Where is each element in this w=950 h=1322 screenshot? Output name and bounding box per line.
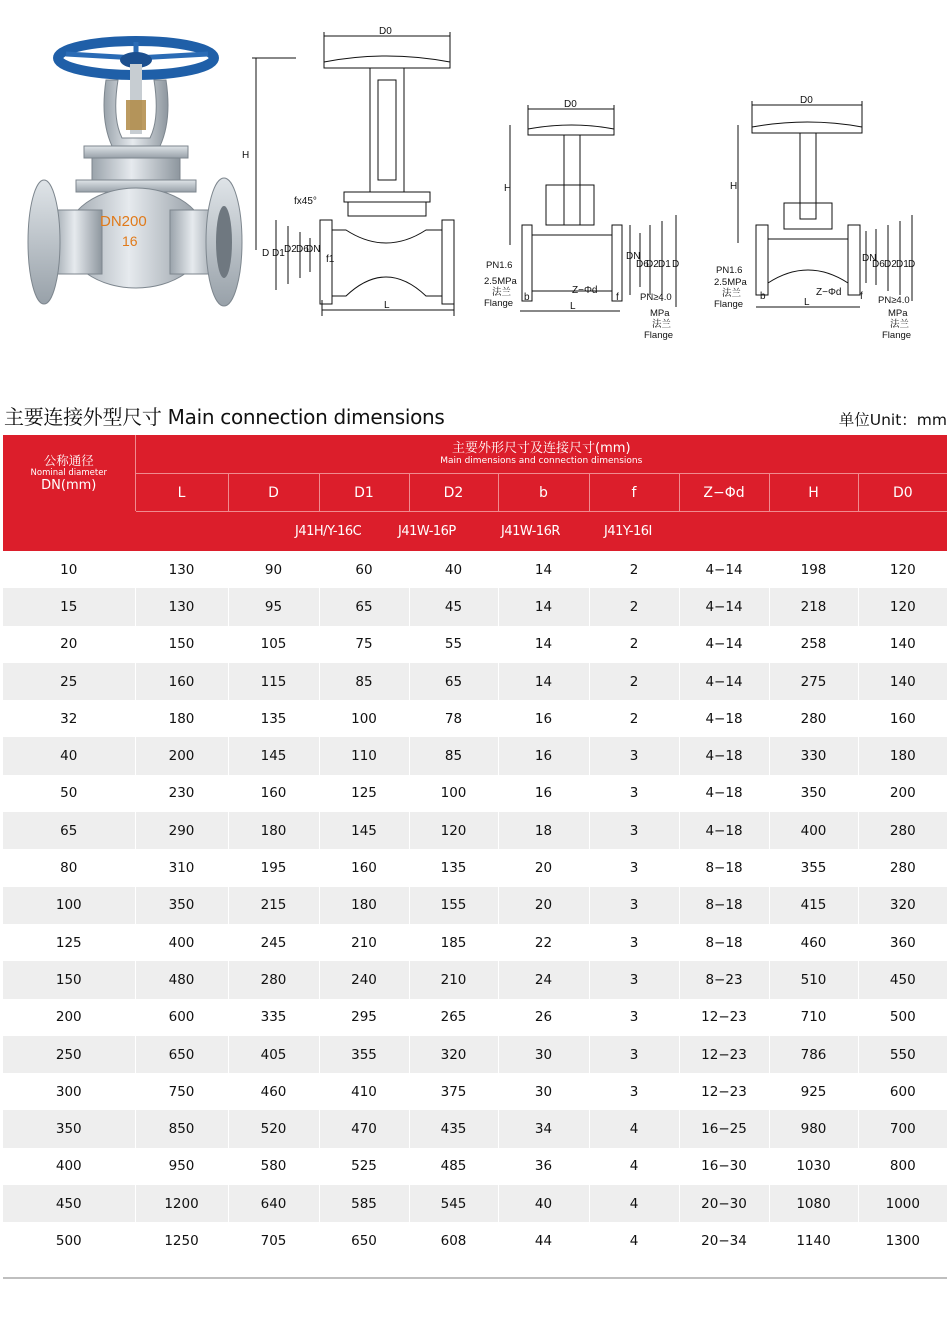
table-cell: 34 [498,1110,589,1147]
dim-label-mpa: 2.5MPa [714,277,747,288]
table-cell: 16−30 [679,1148,769,1185]
table-cell: 40 [498,1185,589,1222]
table-cell: 14 [498,626,589,663]
table-cell: 2 [589,663,679,700]
model-row-cell [3,512,947,552]
table-cell: 3 [589,812,679,849]
column-header: D0 [858,474,947,512]
dimensions-table [3,435,947,1260]
dim-label-d2: D2 [646,259,659,270]
table-cell: 210 [319,924,409,961]
table-cell: 608 [409,1222,498,1259]
table-cell: 120 [409,812,498,849]
table-cell: 4 [589,1185,679,1222]
main-header-en: Main dimensions and connection dimensions [440,456,643,466]
table-cell: 435 [409,1110,498,1147]
column-header: b [498,474,589,512]
table-cell: 925 [769,1073,858,1110]
table-cell: 200 [889,785,916,802]
dn-cell: 25 [3,663,135,700]
table-row [3,663,947,700]
table-cell: 850 [135,1110,228,1147]
table-cell: 4−18 [679,775,769,812]
table-cell: 3 [589,924,679,961]
dim-label-d1: D1 [272,248,285,259]
table-cell: 16 [498,700,589,737]
dimension-diagram-a [236,20,466,320]
dim-label-l: L [804,297,810,308]
table-cell: 160 [228,775,319,812]
table-cell: 65 [319,588,409,625]
dim-label-f: f [616,292,619,303]
table-cell: 4−18 [679,737,769,774]
table-cell: 26 [498,999,589,1036]
table-cell: 550 [858,1036,947,1073]
table-cell: 585 [319,1185,409,1222]
model-label: J41W-16P [398,524,456,539]
dim-label-flange-en2: Flange [644,330,674,341]
table-row [3,1036,947,1073]
table-cell: 1200 [135,1185,228,1222]
table-cell: 215 [228,887,319,924]
table-cell: 280 [228,961,319,998]
table-cell: 4 [589,1110,679,1147]
table-cell: 480 [135,961,228,998]
table-cell: 3 [589,1036,679,1073]
table-cell: 1250 [135,1222,228,1259]
photo-body-text: DN200 [100,213,147,230]
table-cell: 375 [409,1073,498,1110]
dim-label-z: Z−Φd [572,285,598,296]
table-cell: 405 [228,1036,319,1073]
table-row [3,961,947,998]
table-cell: 160 [319,849,409,886]
table-cell: 210 [409,961,498,998]
table-cell: 8−23 [679,961,769,998]
table-cell: 460 [228,1073,319,1110]
table-cell: 350 [769,775,858,812]
dim-label-flange-en: Flange [714,299,744,310]
table-cell: 2 [589,588,679,625]
table-cell: 105 [228,626,319,663]
model-label: J41H/Y-16C [295,524,362,539]
table-cell: 650 [135,1036,228,1073]
table-cell: 240 [319,961,409,998]
table-cell: 218 [769,588,858,625]
table-cell: 40 [409,551,498,588]
table-cell: 14 [498,551,589,588]
dim-label-mpa: 2.5MPa [484,276,517,287]
column-header-row [3,474,947,512]
table-cell: 3 [589,1073,679,1110]
table-cell: 120 [889,561,916,578]
table-row [3,588,947,625]
dn-cell: 300 [3,1073,135,1110]
table-cell: 14 [498,588,589,625]
table-cell: 16−25 [679,1110,769,1147]
table-cell: 265 [409,999,498,1036]
table-cell: 8−18 [679,924,769,961]
table-cell: 355 [769,849,858,886]
dim-label-d1: D1 [658,259,671,270]
column-header: L [135,474,228,512]
table-cell: 100 [319,700,409,737]
table-cell: 460 [769,924,858,961]
table-cell: 125 [319,775,409,812]
dim-label-d6: D6 [636,259,649,270]
table-cell: 78 [409,700,498,737]
table-cell: 1140 [769,1222,858,1259]
table-cell: 3 [589,887,679,924]
table-cell: 410 [319,1073,409,1110]
model-list [3,524,947,539]
table-cell: 90 [228,551,319,588]
dim-label-dn: DN [862,253,877,264]
table-row [3,1073,947,1110]
table-cell: 1000 [858,1185,947,1222]
table-cell: 355 [319,1036,409,1073]
bottom-rule [3,1277,947,1279]
table-cell: 275 [769,663,858,700]
dim-label-dn: DN [626,251,641,262]
dn-cell: 450 [3,1185,135,1222]
table-cell: 140 [889,636,916,653]
dim-label-d1: D1 [896,259,909,270]
table-cell: 130 [135,551,228,588]
table-cell: 320 [409,1036,498,1073]
table-cell: 330 [769,737,858,774]
valve-photo [22,20,252,330]
dim-label-l: L [570,301,576,312]
main-dimensions-header [135,435,947,474]
dim-label-pn2: PN≥4.0 [878,295,910,306]
table-row [3,1148,947,1185]
table-row [3,999,947,1036]
table-cell: 4−14 [679,551,769,588]
photo-body-text2: 16 [122,233,138,249]
table-cell: 786 [769,1036,858,1073]
table-cell: 485 [409,1148,498,1185]
dn-cell: 80 [3,849,135,886]
dim-label-h: H [242,150,250,161]
table-cell: 650 [319,1222,409,1259]
table-row [3,1110,947,1147]
dim-label-d: D [262,248,270,259]
table-cell: 12−23 [679,999,769,1036]
table-cell: 20−34 [679,1222,769,1259]
table-cell: 3 [589,961,679,998]
table-cell: 2 [589,700,679,737]
dim-label-pn2: PN≥4.0 [640,292,672,303]
table-cell: 24 [498,961,589,998]
table-cell: 520 [228,1110,319,1147]
table-cell: 1030 [769,1148,858,1185]
dim-label-d6: D6 [296,244,309,255]
table-cell: 500 [889,1009,916,1026]
table-cell: 85 [409,737,498,774]
table-cell: 4 [589,1148,679,1185]
table-cell: 135 [409,849,498,886]
dn-header-en: Nominal diameter [30,467,107,478]
table-cell: 750 [135,1073,228,1110]
dim-label-pn: PN1.6 [716,265,743,276]
dn-header-unit: DN(mm) [41,477,97,493]
dn-cell: 400 [3,1148,135,1185]
dim-label-b: b [760,291,766,302]
dim-label-mpa2: MPa [888,308,908,319]
dim-label-flange-cn2: 法兰 [652,319,672,330]
table-cell: 20 [498,849,589,886]
table-cell: 710 [769,999,858,1036]
table-cell: 3 [589,775,679,812]
dn-cell: 100 [3,887,135,924]
table-cell: 280 [889,860,916,877]
column-header: D2 [409,474,498,512]
model-label: J41W-16R [501,524,560,539]
table-cell: 60 [319,551,409,588]
table-cell: 258 [769,626,858,663]
table-cell: 115 [228,663,319,700]
table-cell: 198 [769,551,858,588]
dim-label-pn: PN1.6 [486,260,513,271]
table-cell: 16 [498,737,589,774]
dim-label-d2: D2 [284,244,297,255]
table-row [3,849,947,886]
table-cell: 180 [858,737,947,774]
table-cell: 100 [409,775,498,812]
dn-cell: 500 [3,1222,135,1259]
table-cell: 36 [498,1148,589,1185]
dn-header-cn: 公称通径 [43,452,94,468]
dn-cell: 10 [3,551,135,588]
table-row [3,1222,947,1259]
table-cell: 3 [589,999,679,1036]
table-cell: 510 [769,961,858,998]
table-body [3,551,947,1260]
dim-label-d0: D0 [379,26,392,37]
dn-cell: 65 [3,812,135,849]
table-cell: 705 [228,1222,319,1259]
dim-label-fx45: fx45° [294,196,317,207]
table-cell: 700 [858,1110,947,1147]
table-cell: 185 [409,924,498,961]
table-row [3,812,947,849]
table-cell: 16 [498,775,589,812]
table-cell: 140 [858,663,947,700]
unit-label: 单位Unit：mm [838,411,947,429]
table-cell: 1300 [885,1232,920,1249]
table-cell: 4 [589,1222,679,1259]
dn-cell: 20 [3,626,135,663]
dn-cell: 250 [3,1036,135,1073]
table-row [3,737,947,774]
table-cell: 155 [409,887,498,924]
table-row [3,887,947,924]
table-cell: 640 [228,1185,319,1222]
dim-label-f1: f1 [326,254,335,265]
dimension-diagram-c [712,95,932,345]
table-cell: 600 [135,999,228,1036]
table-cell: 120 [858,588,947,625]
model-label: J41Y-16I [604,524,652,539]
table-cell: 4−14 [679,663,769,700]
table-cell: 400 [769,812,858,849]
dim-label-f: f [860,291,863,302]
dim-label-flange-cn: 法兰 [492,287,512,298]
table-cell: 4−14 [679,626,769,663]
table-cell: 450 [858,961,947,998]
dn-cell: 32 [3,700,135,737]
table-cell: 4−18 [679,812,769,849]
dim-label-h: H [504,183,512,194]
table-cell: 230 [135,775,228,812]
section-title: 主要连接外型尺寸 Main connection dimensions [4,405,445,429]
table-cell: 4−14 [679,588,769,625]
dim-label-l: L [384,300,390,311]
table-cell: 400 [135,924,228,961]
table-row [3,1185,947,1222]
dn-cell: 350 [3,1110,135,1147]
dn-cell: 40 [3,737,135,774]
table-cell: 980 [769,1110,858,1147]
column-header: D1 [319,474,409,512]
table-cell: 3 [589,737,679,774]
dim-label-mpa2: MPa [650,308,670,319]
dim-label-flange-en2: Flange [882,330,912,341]
table-cell: 55 [409,626,498,663]
table-cell: 75 [319,626,409,663]
dim-label-d2: D2 [884,259,897,270]
table-cell: 95 [228,588,319,625]
table-cell: 12−23 [679,1073,769,1110]
table-cell: 110 [319,737,409,774]
dim-label-h: H [730,181,738,192]
figure-area [0,0,950,350]
table-cell: 22 [498,924,589,961]
table-row [3,924,947,961]
table-cell: 180 [319,887,409,924]
table-cell: 30 [498,1073,589,1110]
table-cell: 150 [135,626,228,663]
table-cell: 310 [135,849,228,886]
dn-cell: 125 [3,924,135,961]
dim-label-d0: D0 [800,95,813,106]
dn-cell: 15 [3,588,135,625]
table-cell: 335 [228,999,319,1036]
column-header: Z−Φd [679,474,769,512]
table-cell: 950 [135,1148,228,1185]
table-cell: 180 [135,700,228,737]
table-cell: 4−18 [679,700,769,737]
dim-label-dn: DN [306,244,321,255]
dim-label-z: Z−Φd [816,287,842,298]
table-cell: 280 [769,700,858,737]
table-cell: 600 [889,1083,916,1100]
table-cell: 2 [589,551,679,588]
main-header-cn: 主要外形尺寸及连接尺寸(mm) [452,441,631,456]
table-cell: 12−23 [679,1036,769,1073]
table-cell: 44 [498,1222,589,1259]
table-cell: 415 [769,887,858,924]
table-cell: 45 [409,588,498,625]
dim-label-d6: D6 [872,259,885,270]
table-cell: 245 [228,924,319,961]
column-header: H [769,474,858,512]
table-cell: 1080 [769,1185,858,1222]
table-cell: 290 [135,812,228,849]
table-cell: 14 [498,663,589,700]
model-row [3,512,947,552]
table-cell: 295 [319,999,409,1036]
dn-cell: 50 [3,775,135,812]
table-cell: 470 [319,1110,409,1147]
table-cell: 160 [889,710,916,727]
dim-label-flange-cn: 法兰 [722,288,742,299]
table-cell: 65 [409,663,498,700]
table-cell: 8−18 [679,849,769,886]
dim-label-flange-en: Flange [484,298,514,309]
table-cell: 30 [498,1036,589,1073]
table-cell: 20 [498,887,589,924]
table-cell: 135 [228,700,319,737]
table-row [3,551,947,588]
dim-label-b: b [524,292,530,303]
table-cell: 350 [135,887,228,924]
dim-label-d0: D0 [564,99,577,110]
column-header: D [228,474,319,512]
dimension-diagram-b [480,95,700,345]
column-header: f [589,474,679,512]
table-cell: 20−30 [679,1185,769,1222]
table-cell: 85 [319,663,409,700]
dim-label-d: D [908,259,916,270]
table-cell: 180 [228,812,319,849]
table-cell: 145 [228,737,319,774]
table-row [3,700,947,737]
table-cell: 320 [858,887,947,924]
table-cell: 130 [135,588,228,625]
table-row [3,775,947,812]
table-cell: 145 [319,812,409,849]
table-cell: 800 [889,1158,916,1175]
table-cell: 2 [589,626,679,663]
table-cell: 3 [589,849,679,886]
table-cell: 525 [319,1148,409,1185]
table-cell: 580 [228,1148,319,1185]
dim-label-d: D [672,259,680,270]
table-cell: 195 [228,849,319,886]
dim-label-flange-cn2: 法兰 [890,319,910,330]
table-cell: 545 [409,1185,498,1222]
table-cell: 360 [889,934,916,951]
table-cell: 8−18 [679,887,769,924]
dn-cell: 200 [3,999,135,1036]
table-row [3,626,947,663]
table-cell: 18 [498,812,589,849]
table-cell: 160 [135,663,228,700]
table-cell: 280 [858,812,947,849]
dn-cell: 150 [3,961,135,998]
table-cell: 200 [135,737,228,774]
dn-header [3,435,135,512]
